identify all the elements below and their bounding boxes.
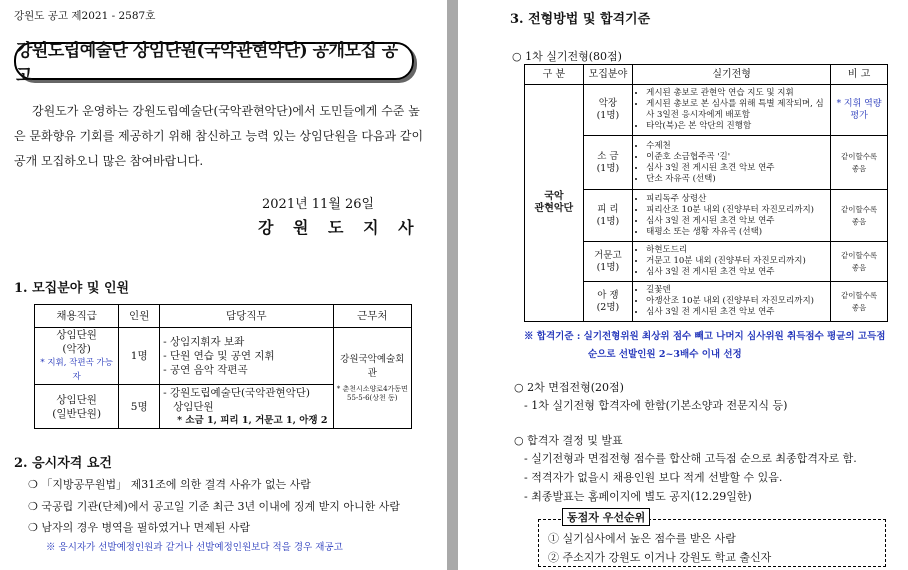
duty-item: - 공연 음악 작편곡 — [163, 364, 248, 376]
stage-2-desc: - 1차 실기전형 합격자에 한함(기본소양과 전문지식 등) — [524, 399, 788, 412]
pass-criteria-note — [524, 328, 885, 342]
duty-item: - 상임지휘자 보좌 — [163, 336, 245, 348]
intro-paragraph: 강원도가 운영하는 강원도립예술단(국악관현악단)에서 도민들에게 수준 높은 문화향유 기회를 제공하기 위해 참신하고 능력 있는 상임단원을 다음과 같이 공개 모집하오니 많은 참여바랍니다. — [14, 104, 424, 168]
audition-items — [633, 242, 831, 282]
field-name: 피 리 — [597, 203, 619, 215]
audition-item: • 심사 3일 전 게시된 초견 악보 연주 — [646, 216, 827, 227]
duty-note: * 소금 1, 피리 1, 거문고 1, 아쟁 2 — [177, 414, 328, 426]
duties-cell — [160, 328, 334, 385]
audition-item: • 길꽃덴 — [646, 285, 827, 296]
tie-break-item: ① 실기심사에서 높은 점수를 받은 사람 — [548, 532, 736, 545]
table-header: 모집분야 — [583, 65, 632, 85]
doc-number: 강원도 공고 제2021 - 2587호 — [14, 10, 156, 22]
audition-item: • 거문고 10분 내외 (진양부터 자진모리까지) — [646, 256, 827, 267]
audition-item: • 아쟁산조 10분 내외 (진양부터 자진모리까지) — [646, 296, 827, 307]
note-cell: * 지휘 역량 평가 — [831, 85, 888, 136]
pass-note-line: 실기전형위원 최상위 점수 빼고 나머지 심사위원 취득점수 평균의 고득점 — [583, 331, 886, 342]
section-3-title: 3. 전형방법 및 합격기준 — [510, 12, 651, 27]
grade-sub: (악장) — [62, 343, 91, 355]
table-header: 채용직급 — [35, 305, 119, 328]
field-cell — [583, 136, 632, 190]
qualification-note: ※ 응시자가 선발예정인원과 같거나 선발예정인원보다 적을 경우 재공고 — [46, 542, 343, 553]
section-2-title: 2. 응시자격 요건 — [14, 456, 112, 471]
note-cell: 같이할수록 좋음 — [831, 242, 888, 282]
table-header: 비 고 — [831, 65, 888, 85]
table-header: 인원 — [119, 305, 160, 328]
recruitment-table — [34, 304, 412, 429]
table-row — [35, 328, 412, 385]
field-name: 악장 — [598, 98, 618, 109]
qualification-item: ❍ 국공립 기관(단체)에서 공고일 기준 최근 3년 이내에 징계 받지 아니한 사람 — [28, 500, 401, 513]
note-cell: 같이할수록 좋음 — [831, 190, 888, 242]
field-count: (1명) — [596, 261, 620, 273]
qualification-text: 남자의 경우 병역을 필하였거나 면제된 사람 — [41, 521, 251, 534]
page-title: 강원도립예술단 상임단원(국악관현악단) 공개모집 공고 — [14, 42, 414, 80]
right-page — [458, 0, 908, 570]
audition-item: • 수제천 — [646, 141, 827, 152]
grade-sub: (일반단원) — [52, 407, 102, 420]
grade-cell — [35, 328, 119, 385]
workplace-cell — [333, 328, 411, 429]
note-cell: 같이할수록 좋음 — [831, 282, 888, 322]
field-name: 아 쟁 — [597, 289, 619, 301]
stage-1-title: ○ 1차 실기전형(80점) — [512, 50, 622, 63]
audition-table — [524, 64, 888, 322]
field-cell — [583, 190, 632, 242]
section-1-title: 1. 모집분야 및 인원 — [14, 281, 130, 296]
decision-title: ○ 합격자 결정 및 발표 — [514, 434, 623, 447]
field-count: (1명) — [596, 110, 620, 121]
qualification-item: ❍ 남자의 경우 병역을 필하였거나 면제된 사람 — [28, 521, 251, 534]
table-row — [525, 85, 888, 136]
duty-item: - 강원도립예술단(국악관현악단) — [163, 386, 311, 399]
qualification-text: 「지방공무원법」 제31조에 의한 결격 사유가 없는 사람 — [41, 478, 311, 491]
audition-items — [633, 282, 831, 322]
audition-item: • 하현도드리 — [646, 245, 827, 256]
tie-break-title: 동점자 우선순위 — [562, 508, 650, 526]
grade-note: * 지휘, 작편곡 가능자 — [40, 358, 113, 382]
audition-item: • 태평소 또는 생황 자유곡 (선택) — [646, 227, 827, 238]
pass-note-label: ※ 합격기준 : — [524, 331, 581, 342]
field-name: 소 금 — [597, 150, 619, 162]
duty-item: 상임단원 — [173, 400, 214, 413]
workplace-note-2: 55-5-6(상천 동) — [347, 394, 398, 402]
field-cell — [583, 85, 632, 136]
field-count: (1명) — [596, 162, 620, 174]
signer-name: 강 원 도 지 사 — [258, 218, 421, 237]
count-cell: 1명 — [119, 328, 160, 385]
count-cell: 5명 — [119, 385, 160, 429]
audition-item: • 피리산조 10분 내외 (진양부터 자진모리까지) — [646, 205, 827, 216]
workplace-name: 강원국악예술회관 — [340, 354, 405, 379]
qualification-item: ❍ 「지방공무원법」 제31조에 의한 결격 사유가 없는 사람 — [28, 478, 311, 491]
audition-item: • 게시된 총보로 관현악 연습 지도 및 지휘 — [646, 88, 827, 99]
table-header: 구 분 — [525, 65, 584, 85]
grade-label: 상임단원 — [56, 393, 97, 406]
audition-item: • 심사 3일 전 게시된 초견 악보 연주 — [646, 307, 827, 318]
audition-items — [633, 190, 831, 242]
qualification-text: 국공립 기관(단체)에서 공고일 기준 최근 3년 이내에 징계 받지 아니한 사람 — [41, 500, 401, 513]
audition-item: • 단소 자유곡 (선택) — [646, 174, 827, 185]
field-cell — [583, 282, 632, 322]
field-name: 거문고 — [594, 249, 622, 261]
decision-item: - 실기전형과 면접전형 점수를 합산해 고득점 순으로 최종합격자로 함. — [524, 452, 857, 465]
note-cell: 같이할수록 좋음 — [831, 136, 888, 190]
audition-item: • 이준호 소금협주곡 '길' — [646, 152, 827, 163]
table-header: 실기전형 — [633, 65, 831, 85]
workplace-note: * 춘천시소양로4가동면 — [336, 385, 408, 393]
announcement-date: 2021년 11월 26일 — [262, 197, 375, 212]
audition-items — [633, 136, 831, 190]
field-cell — [583, 242, 632, 282]
left-page — [0, 0, 447, 570]
field-count: (1명) — [596, 215, 620, 227]
duties-cell — [160, 385, 334, 429]
pass-note-line-2: 순으로 선발인원 2~3배수 이내 선정 — [588, 349, 742, 360]
table-header: 담당직무 — [160, 305, 334, 328]
audition-item: • 게시된 총보로 본 심사를 위해 특별 제작되며, 심사 3일전 응시자에게 배포함 — [646, 99, 827, 121]
audition-items — [633, 85, 831, 136]
table-header: 근무처 — [333, 305, 411, 328]
audition-item: • 타악(북)은 본 악단의 진행함 — [646, 121, 827, 132]
audition-item: • 심사 3일 전 게시된 초견 악보 연주 — [646, 163, 827, 174]
audition-item: • 피리독주 상령산 — [646, 194, 827, 205]
tie-break-item: ② 주소지가 강원도 이거나 강원도 학교 출신자 — [548, 551, 772, 564]
grade-cell — [35, 385, 119, 429]
decision-item: - 최종발표는 홈페이지에 별도 공지(12.29일한) — [524, 490, 752, 503]
grade-label: 상임단원 — [56, 329, 97, 341]
field-count: (2명) — [596, 301, 620, 313]
decision-item: - 적격자가 없을시 채용인원 보다 적게 선발할 수 있음. — [524, 471, 783, 484]
group-cell: 국악 관현악단 — [525, 85, 584, 322]
stage-2-title: ○ 2차 면접전형(20점) — [514, 381, 624, 394]
duty-item: - 단원 연습 및 공연 지휘 — [163, 350, 275, 362]
audition-item: • 심사 3일 전 게시된 초견 악보 연주 — [646, 267, 827, 278]
